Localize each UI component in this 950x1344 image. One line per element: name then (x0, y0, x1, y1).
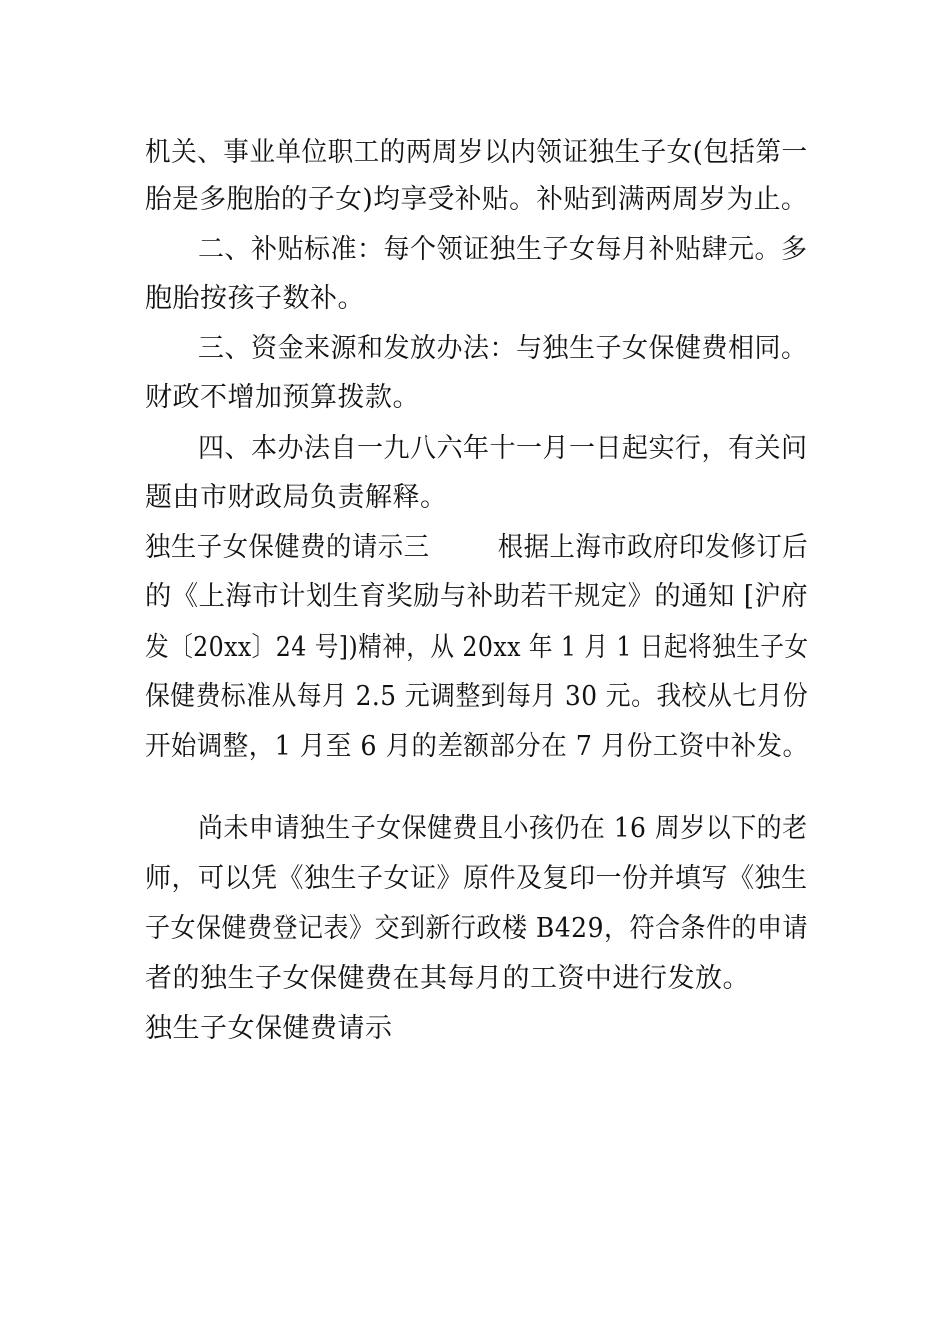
text-line: 的《上海市计划生育奖励与补助若干规定》的通知 [沪府 (145, 581, 809, 612)
text-line: 胞胎按孩子数补。 (145, 283, 365, 314)
text-line: 尚未申请独生子女保健费且小孩仍在 16 周岁以下的老 (198, 813, 808, 844)
text-line: 胎是多胞胎的子女)均享受补贴。补贴到满两周岁为止。 (145, 184, 809, 215)
text-line: 师，可以凭《独生子女证》原件及复印一份并填写《独生 (145, 863, 808, 894)
section-heading-line: 独生子女保健费的请示三 根据上海市政府印发修订后 (145, 532, 809, 563)
text-line: 四、本办法自一九八六年十一月一日起实行，有关问 (198, 433, 808, 464)
text-line: 子女保健费登记表》交到新行政楼 B429，符合条件的申请 (145, 913, 808, 944)
text-line: 三、资金来源和发放办法：与独生子女保健费相同。 (198, 333, 808, 364)
text-line: 机关、事业单位职工的两周岁以内领证独生子女(包括第一 (145, 137, 808, 168)
section-heading-line: 独生子女保健费请示 (145, 1013, 393, 1044)
text-line: 发〔20xx〕24 号])精神，从 20xx 年 1 月 1 日起将独生子女 (145, 632, 809, 663)
text-line: 财政不增加预算拨款。 (145, 382, 420, 413)
text-line: 开始调整，1 月至 6 月的差额部分在 7 月份工资中补发。 (145, 731, 809, 762)
text-line: 者的独生子女保健费在其每月的工资中进行发放。 (145, 963, 750, 994)
text-line: 二、补贴标准：每个领证独生子女每月补贴肆元。多 (198, 234, 808, 265)
text-line: 保健费标准从每月 2.5 元调整到每月 30 元。我校从七月份 (145, 681, 809, 712)
text-line: 题由市财政局负责解释。 (145, 482, 448, 513)
